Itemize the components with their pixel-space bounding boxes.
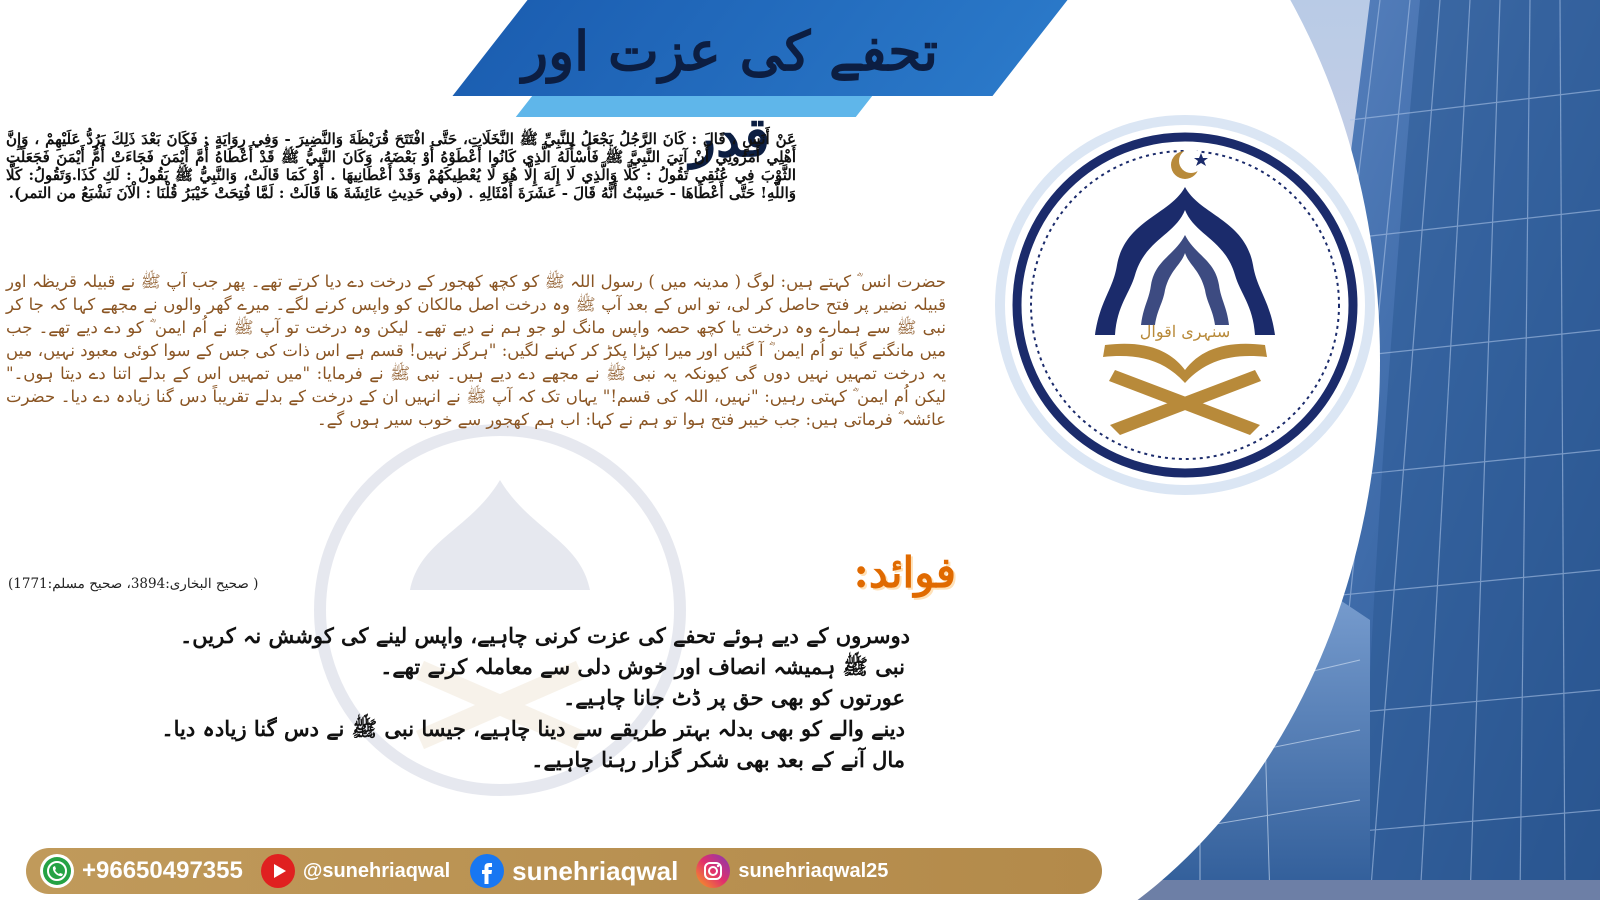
facebook-link[interactable]: [470, 848, 678, 894]
benefit-item: دینے والے کو بھی بدلہ بہتر طریقے سے دینا چاہیے، جیسا نبی ﷺ نے دس گنا زیادہ دیا۔: [161, 716, 905, 741]
whatsapp-contact[interactable]: [40, 848, 243, 894]
logo-text: سنہری اقوال: [1139, 322, 1231, 341]
whatsapp-icon: [40, 854, 74, 888]
benefit-item: عورتوں کو بھی حق پر ڈٹ جانا چاہیے۔: [563, 685, 905, 710]
benefit-item: مال آنے کے بعد بھی شکر گزار رہنا چاہیے۔: [531, 747, 905, 772]
instagram-link[interactable]: [696, 848, 888, 894]
youtube-handle: @sunehriaqwal: [302, 859, 451, 882]
benefit-item: نبی ﷺ ہمیشہ انصاف اور خوش دلی سے معاملہ کرتے تھے۔: [380, 654, 905, 679]
sunehri-aqwal-logo: [1005, 125, 1365, 485]
urdu-translation-text: حضرت انس ؓ کہتے ہیں: لوگ ( مدینہ میں ) رسول اللہ ﷺ کو کچھ کھجور کے درخت دے دیا کرتے تھے۔ پھر جب آپ ﷺ نے قبیلہ قریظہ اور قبیلہ نضیر پر فتح حاصل کر لی، تو اس کے بعد آپ ﷺ وہ درخت اصل مالکان کو واپس کرنے لگے۔ میرے گھر والوں نے مجھے کہا کہ جا کر نبی ﷺ سے ہمارے وہ درخت یا کچھ حصہ واپس مانگ لو جو ہم نے دیے تھے۔ لیکن وہ درخت تو آپ ﷺ نے اُم ایمن ؓ کو دے دیے تھے۔ جب میں مانگنے گیا تو اُم ایمن ؓ آ گئیں اور میرا کپڑا پکڑ کر کہنے لگیں: "ہرگز نہیں! قسم ہے اس ذات کی جس کے سوا کوئی معبود نہیں، میں یہ درخت تمہیں نہیں دوں گی کیونکہ یہ نبی ﷺ نے مجھے دے دیے ہیں۔ نبی ﷺ نے فرمایا: "میں تمہیں اس کے بدلے اتنا دے دیتا ہوں۔" لیکن اُم ایمن ؓ کہتی رہیں: "نہیں، اللہ کی قسم!" یہاں تک کہ آپ ﷺ نے انہیں ان کے درخت کے بدلے تقریباً دس گنا زیادہ دے دیا۔ حضرت عائشہ ؓ فرماتی ہیں: جب خیبر فتح ہوا تو ہم نے کہا: اب ہم کھجور سے خوب سیر ہوں گے۔: [6, 272, 946, 429]
benefits-list: [90, 620, 910, 775]
benefit-item: دوسروں کے دیے ہوئے تحفے کی عزت کرنی چاہیے، واپس لینے کی کوشش نہ کریں۔: [179, 623, 910, 648]
arabic-hadith-text: عَنْ أَنَسٍ ، قَالَ : كَانَ الرَّجُلُ يَجْعَلُ لِلنَّبِيِّ ﷺ النَّخَلَاتِ، حَتَّى افْتَتَحَ قُرَيْظَةَ وَالنَّضِيرَ - وَفِي رِوَايَةٍ : فَكَانَ بَعْدَ ذَلِكَ يَرُدُّ عَلَيْهِمْ ، وَإِنَّ أَهْلِي أَمَرُونِي أَنْ آتِيَ النَّبِيَّ ﷺ فَأَسْأَلَهُ الَّذِي كَانُوا أَعْطَوْهُ أَوْ بَعْضَهُ، وَكَانَ النَّبِيُّ ﷺ قَدْ أَعْطَاهُ أُمَّ أَيْمَنَ فَجَاءَتْ أُمُّ أَيْمَنَ فَجَعَلَتِ الثَّوْبَ فِي عُنُقِي تَقُولُ : كَلَّا وَالَّذِي لَا إِلَهَ إِلَّا هُوَ لَا يُعْطِيكَهُمْ وَقَدْ أَعْطَانِيهَا . أَوْ كَمَا قَالَتْ، وَالنَّبِيُّ ﷺ يَقُولُ : لَكِ كَذَا.وَتَقُولُ: كَلَّا وَاللَّهِ! حَتَّى أَعْطَاهَا - حَسِبْتُ أَنَّهُ قَالَ - عَشَرَةَ أَمْثَالِهِ . (وفي حَدِيثِ عَائِشَةَ هَا قَالَتْ : لَمَّا فُتِحَتْ خَيْبَرُ قُلْنَا : الْآنَ نَشْبَعُ من التمر).: [6, 130, 796, 202]
page-title: تحفے کی عزت اور قدر: [522, 19, 938, 169]
hadith-reference: ( صحیح البخاری:3894، صحیح مسلم:1771): [8, 576, 259, 592]
youtube-link[interactable]: [261, 848, 450, 894]
facebook-page: sunehriaqwal: [512, 855, 679, 886]
fawaid-heading: فوائد:: [853, 548, 956, 597]
instagram-icon: [696, 854, 730, 888]
youtube-icon: [261, 854, 295, 888]
instagram-handle: sunehriaqwal25: [738, 859, 889, 882]
facebook-icon: [470, 854, 504, 888]
social-footer-bar: [26, 848, 1102, 894]
phone-number: +96650497355: [82, 857, 243, 884]
